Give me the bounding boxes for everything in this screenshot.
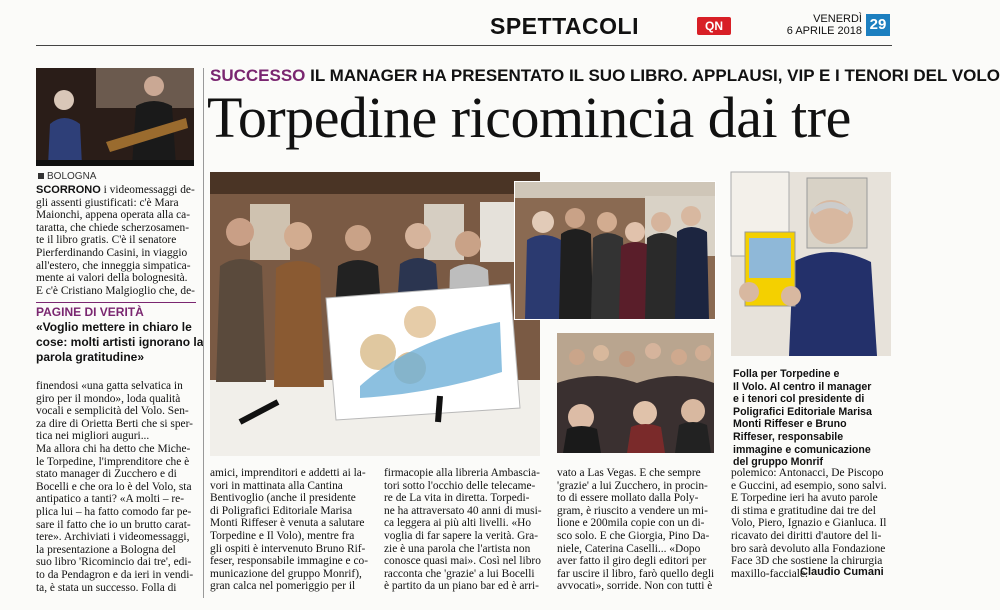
col2-text <box>210 467 370 593</box>
side-box-title: PAGINE DI VERITÀ <box>36 305 144 319</box>
col3-line: zie è una parola che l'artista non <box>384 542 531 555</box>
col2-line: amici, imprenditori e addetti ai la- <box>210 467 366 479</box>
weekday: VENERDÌ <box>813 13 862 25</box>
lead-word: SCORRONO <box>36 184 101 196</box>
col4-line: 'grazie' a lui Zucchero, in procin- <box>557 479 708 492</box>
col5-line: E Torpedine ieri ha avuto parole <box>731 492 878 505</box>
col4-line: sco solo. E che Giorgia, Pino Da- <box>557 529 710 542</box>
col1b-line: za dire di Orietta Berti che si sper- <box>36 417 193 430</box>
date: 6 APRILE 2018 <box>786 25 862 37</box>
col4-line: lione e 200mila copie con un di- <box>557 517 705 530</box>
col1-line: all'estero, che inneggia simpatica- <box>36 259 191 272</box>
caption-line: immagine e comunicazione <box>733 443 871 456</box>
col1b-line: antipatico a tanti? «A molti – re- <box>36 493 185 506</box>
col4-line: niele, Caterina Caselli... «Dopo <box>557 542 701 555</box>
col4-line: gram, è riuscito a vendere un mi- <box>557 504 708 517</box>
col2-line: vori in mattinata alla Cantina <box>210 479 343 492</box>
col3-line: voglia di far sapere la verità. Gra- <box>384 529 539 542</box>
issue-date <box>770 13 862 37</box>
col1-line: Pierferdinando Casini, in viaggio <box>36 246 188 259</box>
col3-line: firmacopie alla libreria Ambascia- <box>384 467 540 479</box>
qn-logo: QN <box>697 17 731 35</box>
col1b-line: vocali e semplicità del Volo. Sen- <box>36 405 189 418</box>
col1-line: te il libro gratis. C'è il senatore <box>36 234 177 247</box>
col2-line: municazione del gruppo Monrif), <box>210 567 362 580</box>
col1-line-0 <box>36 184 196 197</box>
col5-line: Volo, Piero, Ignazio e Gianluca. Il <box>731 517 887 530</box>
col1b-line: giro per il mondo», loda qualità <box>36 392 181 405</box>
col1-line: taratta, che chiede scherzosamen- <box>36 221 190 234</box>
col3-line: ne ha attraversato 40 anni di musi- <box>384 504 542 517</box>
col5-line: bro sarà devoluto alla Fondazione <box>731 542 886 555</box>
photo-musicians <box>36 68 194 166</box>
header-rule <box>36 45 892 46</box>
col1b-line: ta, è stata un successo. Folla di <box>36 581 177 594</box>
col1b-line: tica nei migliori auguri... <box>36 430 150 443</box>
dateline-location: BOLOGNA <box>38 171 96 182</box>
col2-line: Bentivoglio (anche il presidente <box>210 492 356 505</box>
col1-line: E c'è Cristiano Malgioglio che, de- <box>36 284 195 297</box>
col1-line: Maionchi, appena operata alla ca- <box>36 209 191 222</box>
col5-line: e Guccini, ad esempio, sono salvi. <box>731 479 887 492</box>
column-divider <box>203 68 204 598</box>
col5-line: polemico: Antonacci, De Piscopo <box>731 467 884 479</box>
col2-line: gli ospiti è intervenuto Bruno Rif- <box>210 542 366 555</box>
col2-line: gran calca nel pomeriggio per il <box>210 580 356 593</box>
headline: Torpedine ricomincia dai tre <box>207 85 851 150</box>
col1b-line: la presentazione a Bologna del <box>36 543 176 556</box>
col4-line: to di essere mollato dalla Poly- <box>557 492 699 505</box>
col2-line: Monti Riffeser è venuta a salutare <box>210 517 365 530</box>
col4-line: aver fatto il giro degli editori per <box>557 555 707 568</box>
photo-main-group <box>210 172 540 456</box>
kicker-label: SUCCESSO <box>210 66 306 85</box>
section-title: SPETTACOLI <box>490 13 639 39</box>
col5-line: ricavato dei diritti d'autore del li- <box>731 529 882 542</box>
col2-line: Torpedine e Il Volo), mentre fra <box>210 529 355 542</box>
col3-line: è partito da un piano bar ed è arri- <box>384 580 539 593</box>
col1-line-0-text: i videomessaggi de- <box>103 184 195 196</box>
photo-caption <box>733 368 891 469</box>
caption-line: Folla per Torpedine e <box>733 368 840 380</box>
caption-line: del gruppo Monrif <box>733 456 824 469</box>
side-box-rule <box>36 302 196 303</box>
col1b-line: finendosi «una gatta selvatica in <box>36 380 183 392</box>
col1b-text <box>36 380 196 594</box>
byline: Claudio Cumani <box>800 566 884 578</box>
col5-line: Face 3D che sostiene la chirurgia <box>731 555 883 568</box>
page-number: 29 <box>866 14 890 36</box>
col3-line: conosce quasi mai». Così nel libro <box>384 555 541 568</box>
caption-line: Monti Riffeser e Bruno <box>733 418 847 431</box>
side-box-quote: «Voglio mettere in chiaro le cose: molti artisti ignorano la parola gratitudine» <box>36 320 204 364</box>
caption-line: Il Volo. Al centro il manager <box>733 380 872 393</box>
col1b-line: Ma allora chi ha detto che Miche- <box>36 442 191 455</box>
col4-line: far uscire il libro, farò quello degli <box>557 567 715 580</box>
col1-line: mente ai valori della bolognesità. <box>36 272 188 285</box>
col3-text <box>384 467 544 593</box>
col3-line: ca leggera ai più alti livelli. «Ho <box>384 517 532 530</box>
caption-line: Poligrafici Editoriale Marisa <box>733 405 872 418</box>
col1b-line: suo libro 'Ricomincio dai tre', edi- <box>36 556 192 569</box>
col5-text <box>731 467 891 580</box>
col5-line: maxillo-facciale. <box>731 567 808 580</box>
photo-group-tenors <box>514 181 716 320</box>
col1-text <box>36 184 196 297</box>
col2-line: feser, responsabile immagine e co- <box>210 555 369 568</box>
col5-line: di stima e gratitudine dai tre del <box>731 504 876 517</box>
col4-line: avvocati», sorride. Non con tutti è <box>557 580 713 593</box>
photo-crowd <box>557 333 714 453</box>
col1b-line: tere». Archiviati i videomessaggi, <box>36 531 190 544</box>
col1b-line: sare il fatto che io un brutto carat- <box>36 518 191 531</box>
caption-line: Riffeser, responsabile <box>733 430 844 443</box>
kicker-text: IL MANAGER HA PRESENTATO IL SUO LIBRO. APPLAUSI, VIP E I TENORI DEL VOLO <box>310 66 1000 85</box>
col1b-line: to da Pendagron e da ieri in vendi- <box>36 568 194 581</box>
col3-line: tori sotto l'occhio delle telecame- <box>384 479 536 492</box>
col2-line: di Poligrafici Editoriale Marisa <box>210 504 353 517</box>
col1b-line: stato manager di Zucchero e di <box>36 468 177 481</box>
photo-manager-book <box>731 172 891 356</box>
caption-line: e i tenori col presidente di <box>733 393 865 406</box>
kicker <box>210 66 1000 86</box>
col1b-line: Bocelli e che ora lo è del Volo, sta <box>36 480 192 493</box>
col3-line: re de La vita in diretta. Torpedi- <box>384 492 530 505</box>
col4-line: vato a Las Vegas. E che sempre <box>557 467 701 479</box>
col1b-line: plica lui – ha fatto comodo far pe- <box>36 505 192 518</box>
col1-line: gli assenti giustificati: c'è Mara <box>36 196 179 209</box>
col4-text <box>557 467 717 593</box>
col1b-line: le Torpedine, l'imprenditore che è <box>36 455 190 468</box>
col3-line: racconta che 'grazie' a lui Bocelli <box>384 567 535 580</box>
